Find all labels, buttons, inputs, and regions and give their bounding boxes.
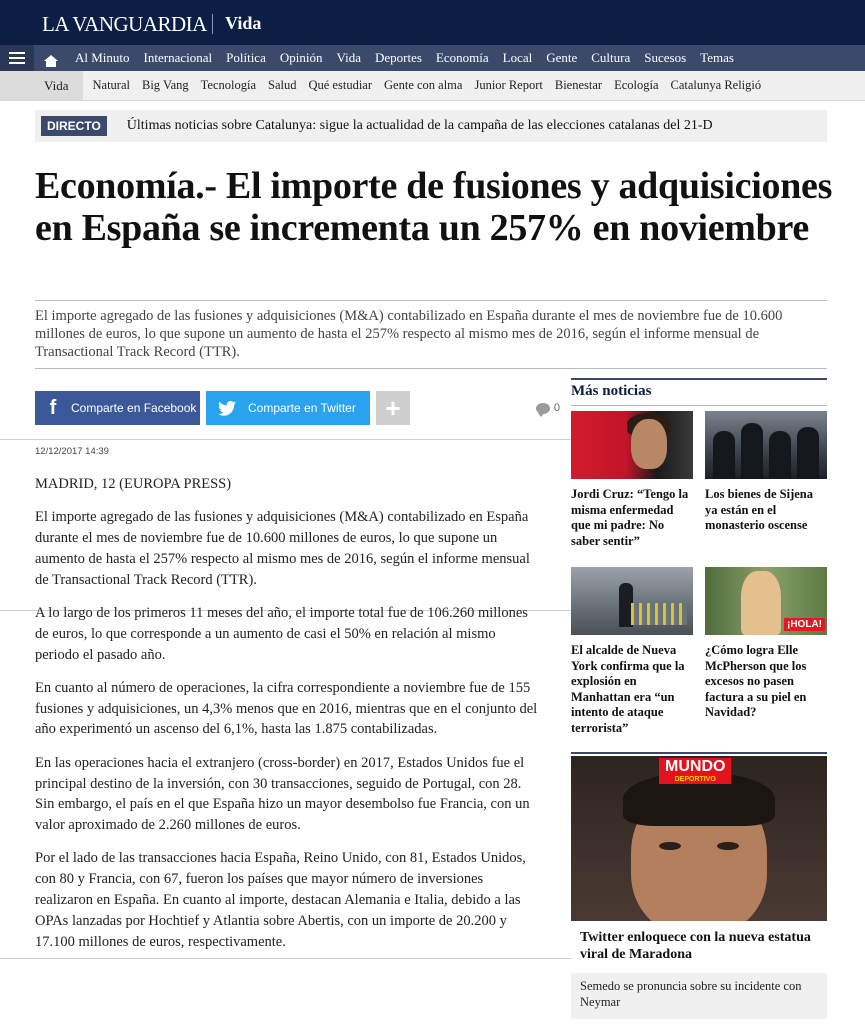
nav-item-vida[interactable]: Vida [336,50,361,65]
share-twitter-label: Comparte en Twitter [248,401,356,415]
divider [35,300,827,301]
promo-title[interactable]: Twitter enloquece con la nueva estatua viral de Maradona [571,921,827,973]
site-logo[interactable]: LA VANGUARDIA [42,12,207,36]
sidebar-divider [571,405,827,406]
share-twitter-button[interactable] [206,391,370,425]
facebook-icon: f [49,396,57,419]
nav-item-sucesos[interactable]: Sucesos [644,50,687,65]
live-badge: DIRECTO [41,116,107,136]
article-headline: Economía.- El importe de fusiones y adquisiciones en España se incrementa un 257% en noviembre [35,165,833,249]
subnav-item-natural[interactable]: Natural [92,78,130,92]
nav-item-economia[interactable]: Economía [435,50,489,65]
subnav-item-junior-report[interactable]: Junior Report [474,78,543,92]
subnav-item-big-vang[interactable]: Big Vang [141,78,189,92]
promo-next-link[interactable]: Semedo se pronuncia sobre su incidente con Neymar [571,973,827,1019]
news-card-image[interactable] [705,567,827,635]
home-icon [44,55,58,61]
section-title[interactable]: Vida [225,13,262,33]
article-paragraph: A lo largo de los primeros 11 meses del año, el importe total fue de 106.260 millones de euros, lo que corresponde a un aumento de casi el 50% en relación al mismo periodo el pasado año. [35,604,528,663]
main-nav [0,45,865,71]
subnav-item-ecologia[interactable]: Ecología [614,78,659,92]
subnav-item-tecnologia[interactable]: Tecnología [200,78,256,92]
subnav-item-bienestar[interactable]: Bienestar [554,78,603,92]
nav-item-internacional[interactable]: Internacional [143,50,213,65]
nav-item-politica[interactable]: Política [226,50,266,65]
news-card-title[interactable]: El alcalde de Nueva York confirma que la explosión en Manhattan era “un intento de ataque terrorista” [571,643,685,735]
nav-item-al-minuto[interactable]: Al Minuto [75,50,130,65]
news-card-image[interactable] [571,411,693,479]
scan-line [0,439,571,440]
article-body [35,474,540,965]
hamburger-icon [9,52,25,64]
sub-nav [0,71,865,101]
subnav-active-vida[interactable]: Vida [0,71,83,101]
article-paragraph: Por el lado de las transacciones hacia España, Reino Unido, con 81, Estados Unidos, con 80 y Francia, con 67, fueron los países que mayor número de inversiones realizaron en España. En cuanto al importe, destacan Alemania e Italia, debido a las OPAs lanzadas por Hochtief y Atlantia sobre Abertis, con un importe de 20.200 y 17.100 millones de euros, respectivamente. [35,850,526,950]
sidebar-title: Más noticias [571,383,652,399]
article-paragraph: En las operaciones hacia el extranjero (cross-border) en 2017, Estados Unidos fue el principal destino de la inversión, con 30 transacciones, seguido de Portugal, con 28. Sin embargo, el país en el que España hizo un mayor desembolso fue Francia, con un valor aproximado de 2.260 millones de euros. [35,754,530,834]
article-lead: El importe agregado de las fusiones y adquisiciones (M&A) contabilizado en España durante el mes de noviembre fue de 10.600 millones de euros, lo que supone un aumento de hasta el 257% respecto al mismo mes de 2016, según el informe mensual de Transactional Track Record (TTR). [35,308,783,360]
comments-count-value: 0 [553,402,560,414]
nav-item-temas[interactable]: Temas [700,50,734,65]
article-paragraph: El importe agregado de las fusiones y adquisiciones (M&A) contabilizado en España durante el mes de noviembre fue de 10.600 millones de euros, lo que supone un aumento de hasta el 257% respecto al mismo mes de 2016, según el informe mensual de Transactional Track Record (TTR). [35,509,530,588]
live-news-bar[interactable] [35,110,827,142]
home-button[interactable] [34,45,68,71]
news-card[interactable] [705,567,827,721]
article-date: 12/12/2017 14:39 [35,446,109,457]
divider [35,368,827,369]
subnav-item-que-estudiar[interactable]: Qué estudiar [308,78,373,92]
news-card-title[interactable]: ¿Cómo logra Elle McPherson que los excesos no pasen factura a su piel en Navidad? [705,643,807,719]
share-more-button[interactable]: + [376,391,410,425]
comment-icon [536,403,550,414]
sidebar-rule [571,378,827,380]
share-facebook-button[interactable] [35,391,200,425]
subnav-item-salud[interactable]: Salud [268,78,297,92]
nav-item-opinion[interactable]: Opinión [279,50,323,65]
mundo-deportivo-logo: MUNDO DEPORTIVO [659,758,731,784]
header-divider [212,14,213,34]
news-card[interactable] [705,411,827,534]
news-card[interactable] [571,567,693,736]
subnav-item-catalunya-religio[interactable]: Catalunya Religió [670,78,762,92]
promo-image[interactable] [571,756,827,921]
news-card-image[interactable] [705,411,827,479]
nav-item-cultura[interactable]: Cultura [591,50,631,65]
nav-item-deportes[interactable]: Deportes [374,50,422,65]
article-paragraph: En cuanto al número de operaciones, la cifra correspondiente a noviembre fue de 155 fusiones y adquisiciones, un 4,3% menos que en 2016, mientras que en el conjunto del año experimentó un ascenso del 6,1%, hasta las 1.875 contabilizadas. [35,679,538,738]
article-paragraph: MADRID, 12 (EUROPA PRESS) [35,476,232,492]
share-facebook-label: Comparte en Facebook [71,401,197,415]
subnav-item-gente-con-alma[interactable]: Gente con alma [384,78,463,92]
twitter-icon [206,401,248,416]
sidebar-rule [571,752,827,754]
nav-item-local[interactable]: Local [502,50,533,65]
news-card-title[interactable]: Los bienes de Sijena ya están en el monasterio oscense [705,487,814,532]
news-card[interactable] [571,411,693,549]
nav-item-gente[interactable]: Gente [546,50,578,65]
comments-count[interactable] [536,402,560,414]
live-news-link[interactable]: Últimas noticias sobre Catalunya: sigue la actualidad de la campaña de las elecciones catalanas del 21-D [126,118,713,133]
news-card-image[interactable] [571,567,693,635]
menu-button[interactable] [0,45,34,71]
news-card-title[interactable]: Jordi Cruz: “Tengo la misma enfermedad que mi padre: No saber sentir” [571,487,689,548]
share-bar [35,391,560,425]
site-header [0,0,865,45]
hola-badge: ¡HOLA! [784,618,825,631]
